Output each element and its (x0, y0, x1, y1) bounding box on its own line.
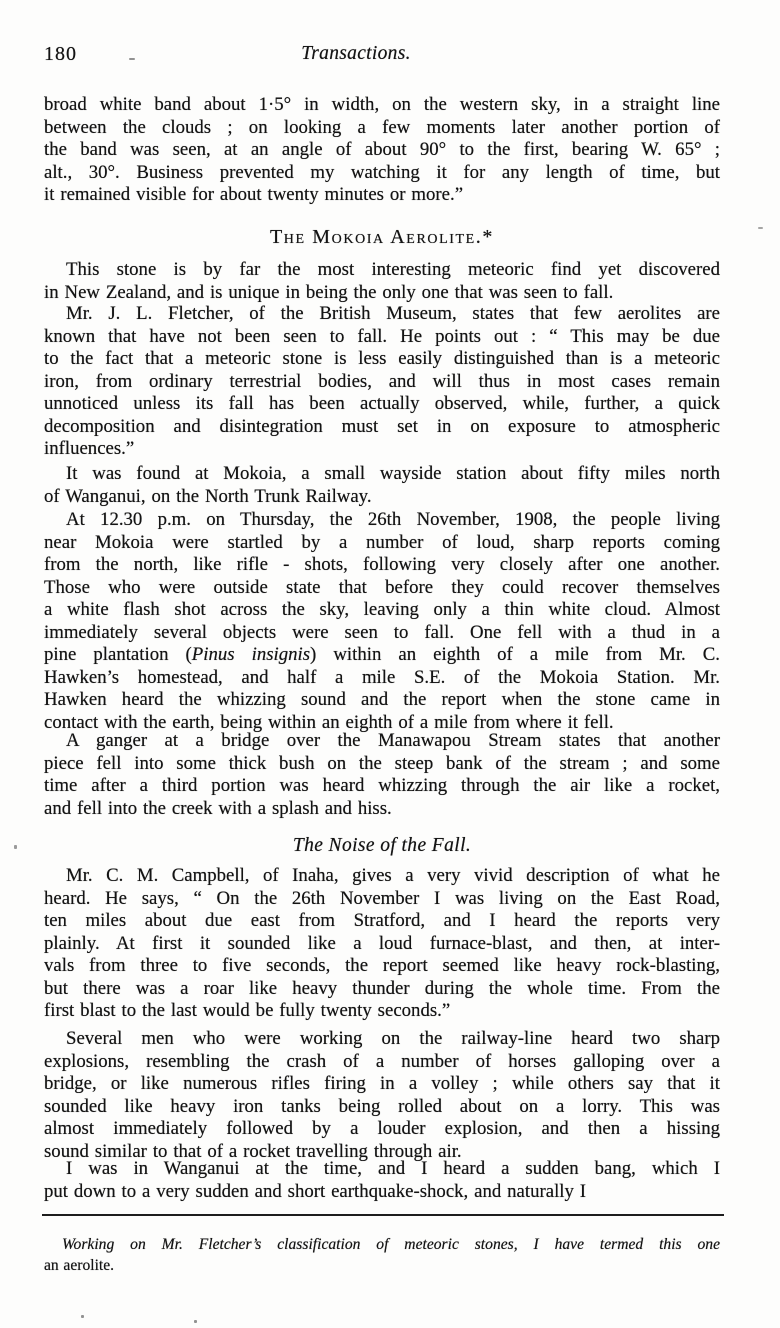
text-line: pine plantation (Pinus insignis) within an eighth of a mile from Mr. C. (44, 644, 720, 665)
text-line: sounded like heavy iron tanks being rolled about on a lorry. This was (44, 1095, 720, 1117)
scan-speck (194, 1320, 197, 1323)
text-line: decomposition and disintegration must set in on exposure to atmospheric (44, 415, 720, 437)
text-line: Mr. J. L. Fletcher, of the British Museum, states that few aerolites are (66, 303, 720, 324)
text-line: Hawken heard the whizzing sound and the report when the stone came in (44, 689, 720, 710)
text-line: a white flash shot across the sky, leaving only a thin white cloud. Almost (44, 599, 720, 620)
text-line: near Mokoia were startled by a number of loud, sharp reports coming (44, 531, 720, 553)
footnote (44, 1235, 720, 1276)
text-line: immediately several objects were seen to fall. One fell with a thud in a (44, 621, 720, 643)
text-line: explosions, resembling the crash of a number of horses galloping over a (44, 1050, 720, 1072)
scan-speck (14, 845, 17, 849)
text-line: influences.” (44, 438, 135, 459)
text-line: heard. He says, “ On the 26th November I was living on the East Road, (44, 887, 720, 909)
text-line: the band was seen, at an angle of about 90° to the first, bearing W. 65° ; (44, 139, 720, 160)
paragraph (44, 1028, 720, 1163)
text-line: iron, from ordinary terrestrial bodies, and will thus in most cases remain (44, 370, 720, 392)
section-heading-noise-of-the-fall: The Noise of the Fall. (292, 835, 472, 856)
scan-speck (129, 58, 135, 60)
paragraph-continuation (44, 94, 720, 207)
text-line: known that have not been seen to fall. He points out : “ This may be due (44, 325, 720, 347)
text-line: from the north, like rifle - shots, following very closely after one another. (44, 554, 720, 575)
text-line: in New Zealand, and is unique in being the only one that was seen to fall. (44, 281, 614, 303)
paragraph (44, 303, 720, 461)
text-line: to the fact that a meteoric stone is less easily distinguished than is a meteoric (44, 348, 720, 369)
paragraph (44, 865, 720, 1023)
page-number: 180 (44, 43, 77, 65)
running-title: Transactions. (301, 43, 411, 64)
paragraph (44, 1158, 720, 1203)
text-line: plainly. At first it sounded like a loud furnace-blast, and then, at inter- (44, 932, 720, 954)
scan-speck (758, 227, 763, 229)
text-line: between the clouds ; on looking a few moments later another portion of (44, 116, 720, 138)
text-line: ten miles about due east from Stratford, and I heard the reports very (44, 910, 720, 931)
paragraph (44, 259, 720, 304)
text-line: unnoticed unless its fall has been actually observed, while, further, a quick (44, 393, 720, 414)
text-line: and fell into the creek with a splash and hiss. (44, 797, 392, 819)
text-line: contact with the earth, being within an eighth of a mile from where it fell. (44, 711, 614, 733)
text-line: alt., 30°. Business prevented my watching it for any length of time, but (44, 161, 720, 183)
text-line: bridge, or like numerous rifles firing in a volley ; while others say that it (44, 1073, 720, 1094)
text-line: This stone is by far the most interesting meteoric find yet discovered (66, 259, 720, 280)
text-line: broad white band about 1·5° in width, on the western sky, in a straight line (44, 94, 720, 115)
text-line: Hawken’s homestead, and half a mile S.E. of the Mokoia Station. Mr. (44, 666, 720, 688)
text-line: of Wanganui, on the North Trunk Railway. (44, 485, 372, 507)
text-line: Mr. C. M. Campbell, of Inaha, gives a very vivid description of what he (66, 865, 720, 886)
paragraph (44, 463, 720, 508)
paragraph (44, 730, 720, 820)
text-line: it remained visible for about twenty minutes or more.” (44, 184, 464, 205)
page-header (44, 43, 720, 69)
scan-speck (81, 1315, 84, 1318)
text-line: Working on Mr. Fletcher’s classification of meteoric stones, I have termed this one (62, 1236, 720, 1253)
section-heading-mokoia-aerolite: The Mokoia Aerolite.* (269, 226, 495, 248)
text-line: time after a third portion was heard whizzing through the air like a rocket, (44, 775, 720, 796)
text-line: At 12.30 p.m. on Thursday, the 26th November, 1908, the people living (66, 509, 720, 530)
text-line: Several men who were working on the railway-line heard two sharp (66, 1028, 720, 1049)
text-line: almost immediately followed by a louder explosion, and then a hissing (44, 1118, 720, 1139)
text-line: It was found at Mokoia, a small wayside station about fifty miles north (66, 463, 720, 484)
text-line: first blast to the last would be fully twenty seconds.” (44, 1000, 451, 1021)
text-line: A ganger at a bridge over the Manawapou Stream states that another (66, 730, 720, 751)
text-line: but there was a roar like heavy thunder during the whole time. From the (44, 977, 720, 999)
paragraph (44, 509, 720, 734)
footnote-rule (42, 1214, 724, 1216)
text-line: put down to a very sudden and short earthquake-shock, and naturally I (44, 1180, 587, 1202)
text-line: an aerolite. (44, 1256, 115, 1274)
text-line: Those who were outside state that before they could recover themselves (44, 576, 720, 598)
text-line: sound similar to that of a rocket travelling through air. (44, 1140, 462, 1162)
text-line: I was in Wanganui at the time, and I heard a sudden bang, which I (66, 1158, 720, 1179)
text-line: vals from three to five seconds, the report seemed like heavy rock-blasting, (44, 955, 720, 976)
text-line: piece fell into some thick bush on the steep bank of the stream ; and some (44, 752, 720, 774)
